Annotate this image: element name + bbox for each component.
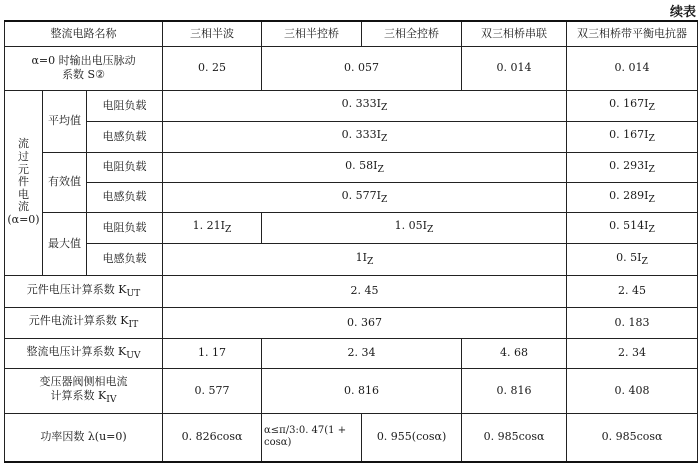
max-resistive-reactor: 0. $514I_Z$ xyxy=(567,212,698,243)
avg-resistive-label: 电阻负载 xyxy=(87,90,163,121)
max-inductive-label: 电感负载 xyxy=(87,243,163,275)
max-label: 最大值 xyxy=(43,212,87,275)
kiv-label xyxy=(5,368,163,413)
kiv-reactor: 0. 408 xyxy=(567,368,698,413)
rms-inductive-row xyxy=(5,182,698,212)
avg-inductive-row xyxy=(5,121,698,152)
kuv-half-wave: 1. 17 xyxy=(163,338,262,368)
kiv-row xyxy=(5,368,698,413)
kiv-label-line1: 变压器阀侧相电流 xyxy=(39,375,128,389)
ripple-series: 0. 014 xyxy=(462,46,567,90)
rms-resistive-reactor: 0. $293I_Z$ xyxy=(567,152,698,182)
ripple-half-wave: 0. 25 xyxy=(163,46,262,90)
rms-label: 有效值 xyxy=(43,152,87,212)
ripple-label-line1: α=0 时输出电压脉动 xyxy=(31,54,136,68)
max-resistive-half-wave: 1. $21I_Z$ xyxy=(163,212,262,243)
kuv-row xyxy=(5,338,698,368)
ripple-reactor: 0. 014 xyxy=(567,46,698,90)
header-three-phase-half-wave: 三相半波 xyxy=(163,21,262,46)
kiv-label-line2: 计算系数 $K_{IV}$ xyxy=(50,389,117,406)
group-char-2: 过 xyxy=(18,149,29,163)
ripple-row xyxy=(5,46,698,90)
rms-inductive-label: 电感负载 xyxy=(87,182,163,212)
ripple-label-line2: 系数 S② xyxy=(62,68,105,81)
group-char-4: 件 xyxy=(18,175,29,189)
avg-resistive-row xyxy=(5,90,698,121)
kut-row xyxy=(5,275,698,307)
ripple-bridges: 0. 057 xyxy=(262,46,462,90)
avg-inductive-label: 电感负载 xyxy=(87,121,163,152)
header-three-phase-half-controlled-bridge: 三相半控桥 xyxy=(262,21,362,46)
header-double-bridge-reactor: 双三相桥带平衡电抗器 xyxy=(567,21,698,46)
max-inductive-reactor: 0. $5I_Z$ xyxy=(567,243,698,275)
rms-inductive-value: 0. $577I_Z$ xyxy=(163,182,567,212)
kut-value: 2. 45 xyxy=(163,275,567,307)
kut-label: 元件电压计算系数 $K_{UT}$ xyxy=(5,275,163,307)
group-char-1: 流 xyxy=(18,137,29,151)
kuv-reactor: 2. 34 xyxy=(567,338,698,368)
kit-value: 0. 367 xyxy=(163,307,567,338)
avg-inductive-value: 0. $333I_Z$ xyxy=(163,121,567,152)
rectifier-parameters-table xyxy=(4,20,698,463)
max-resistive-bridges: 1. $05I_Z$ xyxy=(262,212,567,243)
group-char-5: 电 xyxy=(18,187,29,201)
kit-label: 元件电流计算系数 $K_{IT}$ xyxy=(5,307,163,338)
header-three-phase-full-controlled-bridge: 三相全控桥 xyxy=(362,21,462,46)
pf-half-wave: 0. 826cosα xyxy=(163,413,262,462)
pf-series: 0. 985cosα xyxy=(462,413,567,462)
max-resistive-row xyxy=(5,212,698,243)
group-char-6: 流 xyxy=(18,200,29,214)
header-row xyxy=(5,21,698,46)
avg-inductive-reactor: 0. $167I_Z$ xyxy=(567,121,698,152)
ripple-label xyxy=(5,46,163,90)
max-resistive-label: 电阻负载 xyxy=(87,212,163,243)
kuv-series: 4. 68 xyxy=(462,338,567,368)
kiv-half-wave: 0. 577 xyxy=(163,368,262,413)
kut-reactor: 2. 45 xyxy=(567,275,698,307)
avg-label: 平均值 xyxy=(43,90,87,152)
avg-resistive-value: 0. $333I_Z$ xyxy=(163,90,567,121)
rms-resistive-row xyxy=(5,152,698,182)
pf-full-controlled: 0. 955(cosα) xyxy=(362,413,462,462)
kiv-bridges: 0. 816 xyxy=(262,368,462,413)
rms-resistive-value: 0. $58I_Z$ xyxy=(163,152,567,182)
max-inductive-row xyxy=(5,243,698,275)
pf-half-controlled: α≤π/3:0. 47(1 + cosα) xyxy=(262,413,362,462)
avg-resistive-reactor: 0. $167I_Z$ xyxy=(567,90,698,121)
header-double-bridge-series: 双三相桥串联 xyxy=(462,21,567,46)
rms-resistive-label: 电阻负载 xyxy=(87,152,163,182)
kuv-label: 整流电压计算系数 $K_{UV}$ xyxy=(5,338,163,368)
rms-inductive-reactor: 0. $289I_Z$ xyxy=(567,182,698,212)
kit-row xyxy=(5,307,698,338)
kit-reactor: 0. 183 xyxy=(567,307,698,338)
header-name-cell: 整流电路名称 xyxy=(5,21,163,46)
continued-table-label: 续表 xyxy=(669,5,696,20)
pf-label: 功率因数 λ(u=0) xyxy=(5,413,163,462)
kiv-series: 0. 816 xyxy=(462,368,567,413)
group-condition: (α=0) xyxy=(7,213,40,227)
max-inductive-value: $1I_Z$ xyxy=(163,243,567,275)
pf-reactor: 0. 985cosα xyxy=(567,413,698,462)
element-current-group-label xyxy=(5,90,43,275)
kuv-bridges: 2. 34 xyxy=(262,338,462,368)
group-char-3: 元 xyxy=(18,162,29,176)
